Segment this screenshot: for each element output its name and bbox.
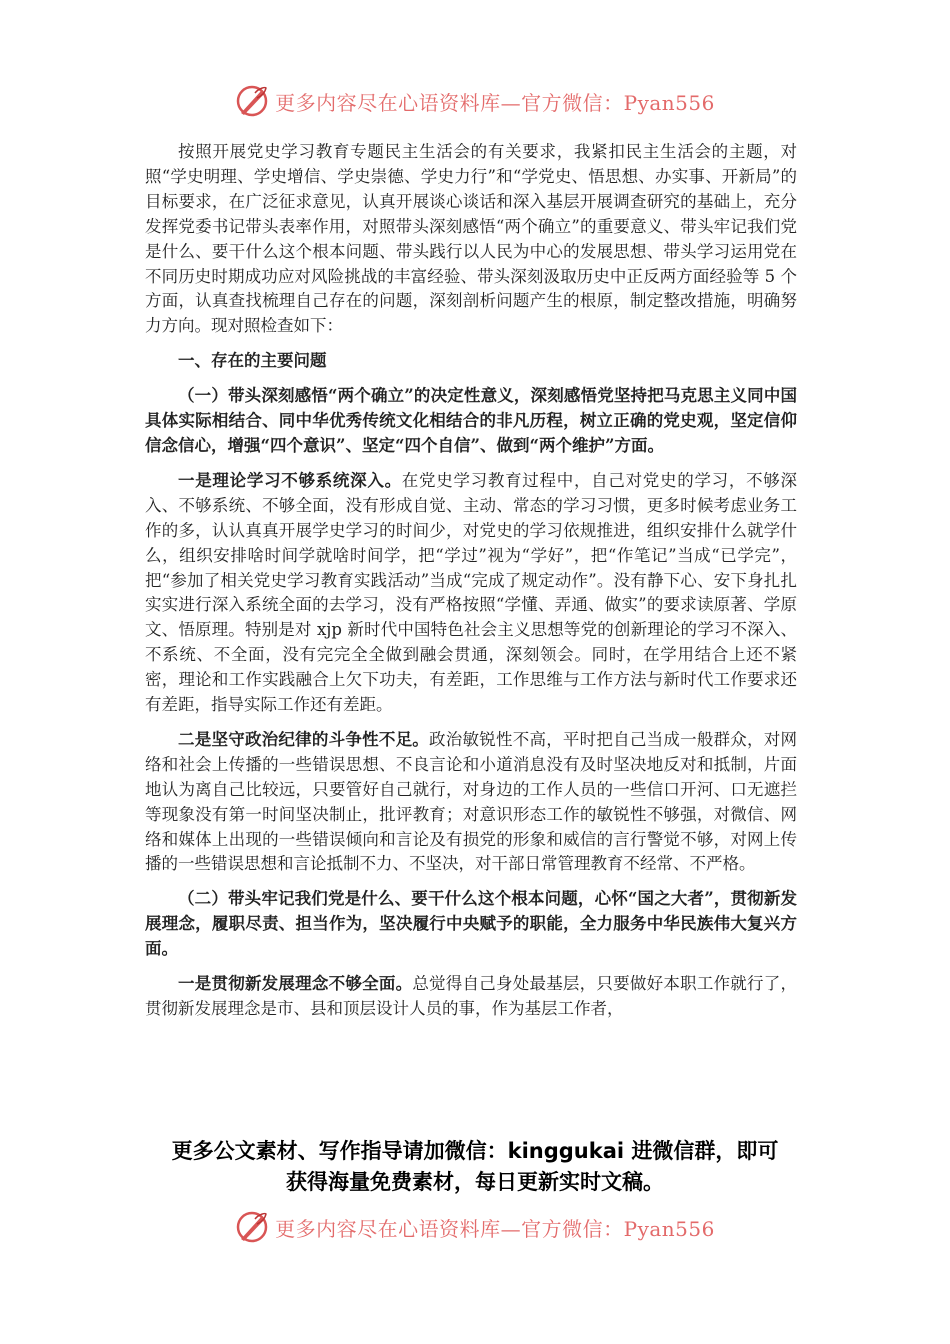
banner-label: 更多内容尽在心语资料库—官方微信：Pyan556 [275,1216,715,1241]
promo-line-2: 获得海量免费素材，每日更新实时文稿。 [286,1170,664,1194]
subsection-heading-2: （二）带头牢记我们党是什么、要干什么这个根本问题，心怀“国之大者”，贯彻新发展理念，履职尽责、担当作为，坚决履行中央赋予的职能，全力服务中华民族伟大复兴方面。 [145,889,797,959]
paragraph-body: 总觉得自己身处最基层，只要做好本职工作就行了，贯彻新发展理念是市、县和顶层设计人员的事，作为基层工作者， [145,974,798,1018]
paragraph-lead: 一是贯彻新发展理念不够全面。 [178,974,413,994]
quill-pen-icon [235,84,269,118]
section-heading: 一、存在的主要问题 [178,351,327,371]
paragraph-lead: 一是理论学习不够系统深入。 [178,470,402,490]
intro-paragraph: 按照开展党史学习教育专题民主生活会的有关要求，我紧扣民主生活会的主题，对照“学史明理、学史增信、学史崇德、学史力行”和“学党史、悟思想、办实事、开新局”的目标要求，在广泛征求意见，认真开展谈心谈话和深入基层开展调查研究的基础上，充分发挥党委书记带头表率作用，对照带头深刻感悟“两个确立”的重要意义、带头牢记我们党是什么、要干什么这个根本问题、带头践行以人民为中心的发展思想、带头学习运用党在不同历史时期成功应对风险挑战的丰富经验、带头深刻汲取历史中正反两方面经验等 5 个方面，认真查找梳理自己存在的问题，深刻剖析问题产生的根原，制定整改措施，明确努力方向。现对照检查如下： [145,142,797,336]
promo-notice [140,1136,810,1198]
paragraph-body: 在党史学习教育过程中，自己对党史的学习，不够深入、不够系统、不够全面，没有形成自觉、主动、常态的学习习惯，更多时候考虑业务工作的多，认认真真开展学史学习的时间少，对党史的学习依规推进，组织安排什么就学什么，组织安排啥时间学就啥时间学，把“学过”视为“学好”，把“作笔记”当成“已学完”，把“参加了相关党史学习教育实践活动”当成“完成了规定动作”。没有静下心、安下身扎扎实实进行深入系统全面的去学习，没有严格按照“学懂、弄通、做实”的要求读原著、学原文、悟原理。特别是对 xjp 新时代中国特色社会主义思想等党的创新理论的学习不深入、不系统、不全面，没有完完全全做到融会贯通，深刻领会。同时，在学用结合上还不紧密，理论和工作实践融合上欠下功夫，有差距，工作思维与工作方法与新时代工作要求还有差距，指导实际工作还有差距。 [145,470,798,715]
footer-banner [0,1210,950,1250]
paragraph-body: 政治敏锐性不高，平时把自己当成一般群众，对网络和社会上传播的一些错误思想、不良言论和小道消息没有及时坚决地反对和抵制，片面地认为离自己比较远，只要管好自己就行，对身边的工作人员的一些信口开河、口无遮拦等现象没有第一时间坚决制止，批评教育；对意识形态工作的敏锐性不够强，对微信、网络和媒体上出现的一些错误倾向和言论及有损党的形象和威信的言行警觉不够，对网上传播的一些错误思想和言论抵制不力、不坚决，对干部日常管理教育不经常、不严格。 [145,729,798,874]
problem-paragraph-3 [145,972,797,1022]
banner-label: 更多内容尽在心语资料库—官方微信：Pyan556 [275,90,715,115]
paragraph-lead: 二是坚守政治纪律的斗争性不足。 [178,729,430,749]
header-banner [0,84,950,124]
quill-pen-icon [235,1210,269,1244]
problem-paragraph-2 [145,728,797,877]
promo-line-1: 更多公文素材、写作指导请加微信：kinggukai 进微信群，即可 [171,1139,779,1163]
subsection-heading-1: （一）带头深刻感悟“两个确立”的决定性意义，深刻感悟党坚持把马克思主义同中国具体实际相结合、同中华优秀传统文化相结合的非凡历程，树立正确的党史观，坚定信仰信念信心，增强“四个意识”、坚定“四个自信”、做到“两个维护”方面。 [145,386,797,455]
document-body [145,140,797,1032]
problem-paragraph-1 [145,469,797,718]
